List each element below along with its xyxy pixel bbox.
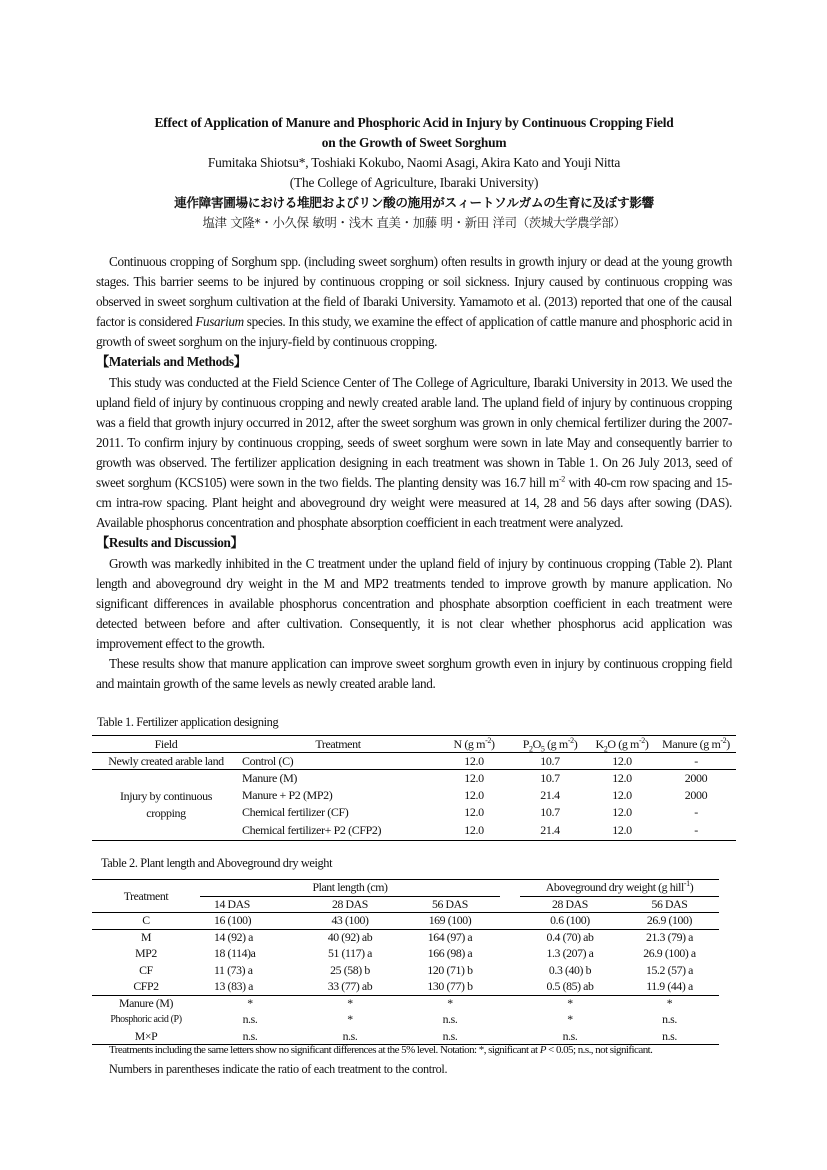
table-cell: * xyxy=(447,996,453,1010)
table-cell: n.s. xyxy=(242,1028,258,1043)
table-cell: 120 (71) b xyxy=(427,962,473,977)
methods-paragraph xyxy=(96,373,732,533)
methods-text-2: with 40-cm row spacing and 15-cm intra-row spacing. Plant height and aboveground dry weight were measured at 14, 28 and 56 days after sowing (DAS). Available phosphorus concentration and phosphate absorption coefficient in each treatment were analyzed. xyxy=(96,475,732,530)
table-cell: 12.0 xyxy=(464,753,484,768)
table-cell: * xyxy=(247,996,253,1010)
label: K xyxy=(595,736,604,751)
table-cell: 15.2 (57) a xyxy=(645,962,694,977)
table1-header-k2o xyxy=(588,736,656,753)
table-cell: n.s. xyxy=(342,1028,358,1043)
sub: 5 xyxy=(540,743,545,753)
label: ) xyxy=(726,736,730,751)
table1-header-manure xyxy=(656,736,736,753)
table1-caption: Table 1. Fertilizer application designing xyxy=(97,715,279,729)
table-cell: - xyxy=(694,753,698,768)
table-cell: 0.3 (40) b xyxy=(548,962,592,977)
table-cell: 12.0 xyxy=(464,770,484,785)
paper-header xyxy=(96,113,732,233)
table-cell: 12.0 xyxy=(612,787,632,802)
table2 xyxy=(92,879,719,1045)
label: ) xyxy=(644,736,649,751)
table-cell: 51 (117) a xyxy=(327,946,373,961)
spacer xyxy=(500,995,520,1012)
table-cell: 12.0 xyxy=(612,822,632,837)
bracket-close: 】 xyxy=(230,536,244,551)
label: O xyxy=(532,736,541,751)
table-cell: - xyxy=(694,822,698,837)
table-cell: 33 (77) ab xyxy=(327,979,373,993)
label: O (g m xyxy=(607,736,639,751)
anova-row xyxy=(92,1012,719,1029)
table-cell: 26.9 (100) a xyxy=(643,946,696,961)
table2-header-dw28das: 28 DAS xyxy=(552,896,588,911)
table-row xyxy=(92,913,719,930)
spacer xyxy=(500,896,520,913)
table-cell: 18 (114)a xyxy=(214,946,256,961)
table-cell: 21.3 (79) a xyxy=(645,930,694,944)
table-cell: n.s. xyxy=(562,1028,578,1043)
table-row xyxy=(92,946,719,963)
table-cell: 2000 xyxy=(684,787,708,802)
table-cell: 40 (92) ab xyxy=(327,930,373,944)
table-row xyxy=(92,753,736,770)
bracket-open: 【 xyxy=(96,536,109,551)
table-cell: 21.4 xyxy=(540,822,560,837)
results-paragraph-2: These results show that manure application can improve sweet sorghum growth even in injury by continuous cropping field and maintain growth of the same levels as newly created arable land. xyxy=(96,656,732,691)
spacer xyxy=(500,929,520,946)
table-cell: 10.7 xyxy=(540,770,560,785)
table2-header-28das: 28 DAS xyxy=(332,896,368,911)
field-line: cropping xyxy=(146,806,186,820)
table-cell: 25 (58) b xyxy=(330,962,370,977)
table-cell: 14 (92) a xyxy=(214,930,253,944)
table-cell: Chemical fertilizer+ P2 (CFP2) xyxy=(242,822,382,837)
table-cell: 12.0 xyxy=(612,804,632,819)
paper-body xyxy=(96,252,732,694)
table-cell: n.s. xyxy=(242,1012,258,1027)
label: ) xyxy=(689,880,694,895)
table-cell: Control (C) xyxy=(242,753,294,768)
table-cell: n.s. xyxy=(662,1012,677,1027)
intro-text-2: species. In this study, we examine the effect of application of cattle manure and phosphoric acid in growth of sweet sorghum on the injury-field by continuous cropping. xyxy=(96,314,732,349)
table2-footnote-2: Numbers in parentheses indicate the ratio of each treatment to the control. xyxy=(109,1062,448,1076)
table-cell: 11 (73) a xyxy=(214,962,253,977)
table2-header-row-1 xyxy=(92,880,719,897)
spacer xyxy=(500,913,520,930)
label: Aboveground dry weight (g hill xyxy=(545,880,684,895)
results-heading xyxy=(96,533,732,554)
spacer xyxy=(500,946,520,963)
authors: Fumitaka Shiotsu*, Toshiaki Kokubo, Naomi Asagi, Akira Kato and Youji Nitta xyxy=(207,155,621,170)
table-cell: * xyxy=(347,996,353,1010)
methods-sup: -2 xyxy=(558,474,565,484)
anova-row xyxy=(92,1028,719,1045)
table-cell: 169 (100) xyxy=(428,913,472,928)
table-cell: 0.5 (85) ab xyxy=(546,979,594,993)
table-cell: 2000 xyxy=(684,770,708,785)
intro-paragraph xyxy=(96,252,732,352)
table-cell: 166 (98) a xyxy=(427,946,473,961)
field-line: Injury by continuous xyxy=(120,789,212,803)
label: P xyxy=(522,736,529,751)
sup: -2 xyxy=(639,735,645,745)
paper-title-line2: on the Growth of Sweet Sorghum xyxy=(321,135,507,150)
sup: -2 xyxy=(720,735,727,745)
table-row xyxy=(92,770,736,787)
table-cell: * xyxy=(567,1012,573,1027)
table-cell: C xyxy=(142,913,150,928)
sup: -2 xyxy=(485,735,491,745)
table-cell: * xyxy=(567,996,573,1010)
table-row xyxy=(92,962,719,979)
table1-header-n xyxy=(436,736,512,753)
table-cell: 11.9 (44) a xyxy=(646,979,693,993)
label: ) xyxy=(490,736,495,751)
bracket-open: 【 xyxy=(96,355,109,370)
label: N (g m xyxy=(453,736,486,751)
table-cell: 13 (83) a xyxy=(214,979,253,993)
spacer xyxy=(500,1028,520,1045)
table2-header-dw56das: 56 DAS xyxy=(651,896,688,911)
table2-footnote xyxy=(109,1044,652,1056)
table1-field-injury xyxy=(92,770,240,841)
footnote-italic: P xyxy=(539,1044,546,1056)
table1-header-field: Field xyxy=(154,736,178,751)
table-cell: M xyxy=(140,930,152,944)
japanese-title: 連作障害圃場における堆肥およびリン酸の施用がスィートソルガムの生育に及ぼす影響 xyxy=(174,195,654,210)
table2-caption: Table 2. Plant length and Aboveground dry weight xyxy=(101,856,333,870)
table1 xyxy=(92,735,736,841)
anova-row xyxy=(92,995,719,1012)
table-cell: 26.9 (100) xyxy=(646,913,693,928)
intro-italic: Fusarium xyxy=(195,314,244,329)
footnote-text: Treatments including the same letters show no significant differences at the 5% level. Notation: *, significant at xyxy=(109,1044,540,1056)
table-cell: M×P xyxy=(134,1028,158,1043)
table-cell: 164 (97) a xyxy=(427,930,473,944)
footnote-text: < 0.05; n.s., not significant. xyxy=(545,1044,653,1056)
table-cell: n.s. xyxy=(442,1028,458,1043)
intro-text-1: Continuous cropping of Sorghum spp. (including sweet sorghum) often results in growth injury or dead at the young growth stages. This barrier seems to be injured by continuous cropping or soil sickness. Injury caused by continuous cropping was observed in sweet sorghum cultivation at the field of Ibaraki University. Yamamoto et al. (2013) reported that one of the causal factor is considered xyxy=(96,254,732,329)
table-cell: 16 (100) xyxy=(214,913,252,928)
table-row xyxy=(92,979,719,996)
table-cell: 21.4 xyxy=(540,787,560,802)
table2-header-dry-weight xyxy=(520,880,719,897)
label: Manure (g m xyxy=(662,736,721,751)
table-cell: Manure + P2 (MP2) xyxy=(242,787,333,802)
table-cell: n.s. xyxy=(662,1028,677,1043)
table2-header-14das: 14 DAS xyxy=(214,896,250,911)
table-cell: 12.0 xyxy=(464,804,484,819)
methods-text-1: This study was conducted at the Field Science Center of The College of Agriculture, Ibaraki University in 2013. We used the upland field of injury by continuous cropping and newly created arable land. The upland field of injury by continuous cropping was a field that growth injury occurred in 2012, after the sweet sorghum was grown in only chemical fertilizer during the 2007-2011. To confirm injury by continuous cropping, seeds of sweet sorghum were sown in late May and consequently barrier to growth was observed. The fertilizer application designing in each treatment was shown in Table 1. On 26 July 2013, seed of sweet sorghum (KCS105) were sown in the two fields. The planting density was 16.7 hill m xyxy=(96,375,732,490)
spacer xyxy=(500,880,520,897)
bracket-close: 】 xyxy=(233,355,247,370)
table1-header-row xyxy=(92,736,736,753)
table-cell: Phosphoric acid (P) xyxy=(110,1014,182,1026)
table1-header-treatment: Treatment xyxy=(315,736,361,751)
table-cell: MP2 xyxy=(135,946,157,961)
table-cell: * xyxy=(666,996,673,1010)
table2-header-plant-length: Plant length (cm) xyxy=(200,880,500,897)
affiliation: (The College of Agriculture, Ibaraki University) xyxy=(289,175,539,190)
results-paragraph-1: Growth was markedly inhibited in the C treatment under the upland field of injury by continuous cropping (Table 2). Plant length and aboveground dry weight in the M and MP2 treatments tended to improve growth by manure application. No significant differences in available phosphorus concentration and phosphate absorption coefficient in each treatment were detected between before and after cultivation. Consequently, it is not clear whether phosphorus acid application was improvement effect to the growth. xyxy=(96,556,732,651)
spacer xyxy=(500,1012,520,1029)
table-cell: * xyxy=(347,1012,353,1027)
table-cell: CFP2 xyxy=(133,979,159,993)
table-cell: 10.7 xyxy=(540,753,560,768)
sup: -1 xyxy=(683,879,690,889)
table1-header-p2o5 xyxy=(512,736,588,753)
sub: 2 xyxy=(528,743,533,753)
table-cell: 130 (77) b xyxy=(427,979,473,993)
sup: -2 xyxy=(567,735,574,745)
methods-heading xyxy=(96,352,732,373)
table-cell: n.s. xyxy=(442,1012,458,1027)
label: ) xyxy=(573,736,578,751)
japanese-authors: 塩津 文隆*・小久保 敏明・浅木 直美・加藤 明・新田 洋司（茨城大学農学部） xyxy=(202,215,626,230)
results-heading-text: Results and Discussion xyxy=(108,535,231,550)
table2-header-treatment: Treatment xyxy=(92,880,200,913)
paper-title-line1: Effect of Application of Manure and Phosphoric Acid in Injury by Continuous Cropping Field xyxy=(154,115,674,130)
table-cell: 12.0 xyxy=(612,770,632,785)
sub: 2 xyxy=(603,743,608,753)
table-cell: 12.0 xyxy=(464,787,484,802)
label: (g m xyxy=(544,736,568,751)
table-cell: 0.4 (70) ab xyxy=(546,930,594,944)
table-row xyxy=(92,929,719,946)
table-cell: CF xyxy=(139,962,153,977)
table-cell: Manure (M) xyxy=(119,996,173,1010)
spacer xyxy=(500,979,520,996)
table2-header-56das: 56 DAS xyxy=(432,896,468,911)
table-cell: Manure (M) xyxy=(242,770,297,785)
table-cell: 12.0 xyxy=(612,753,632,768)
table-cell: 12.0 xyxy=(464,822,484,837)
methods-heading-text: Materials and Methods xyxy=(108,354,234,369)
table-cell: 1.3 (207) a xyxy=(546,946,594,961)
table-cell: 10.7 xyxy=(540,804,560,819)
table-cell: 43 (100) xyxy=(331,913,369,928)
spacer xyxy=(500,962,520,979)
table-cell: - xyxy=(694,804,698,819)
table-cell: Chemical fertilizer (CF) xyxy=(242,804,349,819)
table1-field-newly: Newly created arable land xyxy=(108,753,224,768)
table-cell: 0.6 (100) xyxy=(550,913,590,928)
